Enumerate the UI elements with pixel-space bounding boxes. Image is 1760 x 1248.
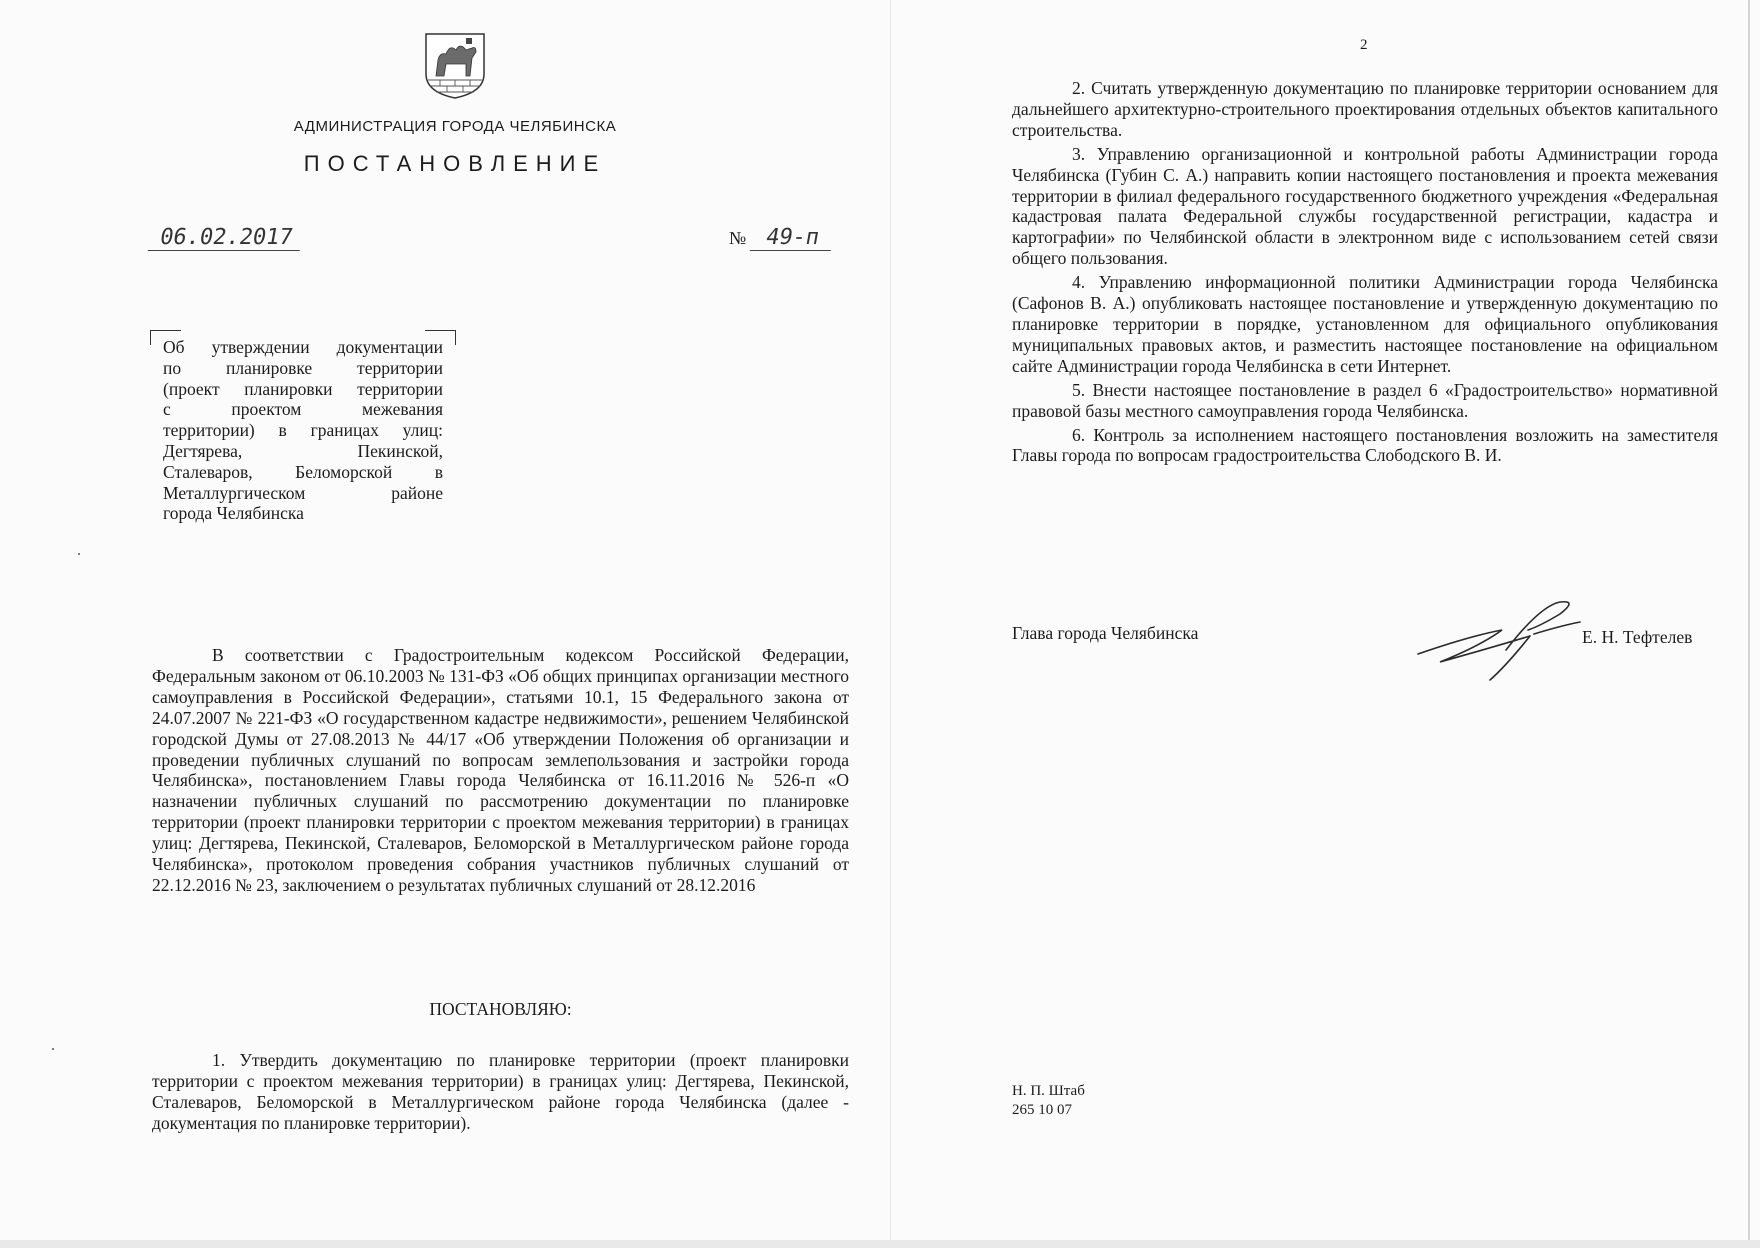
subject-line: города Челябинска: [163, 503, 304, 524]
resolution-item-6: 6. Контроль за исполнением настоящего постановления возложить на заместителя Главы города по вопросам градостроительства Слободского В. И.: [1012, 424, 1718, 466]
page-number: 2: [1360, 37, 1368, 53]
subject-line: по планировке территории: [163, 357, 443, 378]
legal-basis-paragraph: В соответствии с Градостроительным кодексом Российской Федерации, Федеральным законом от 06.10.2003 № 131-ФЗ «Об общих принципах организации местного самоуправления в Российской Федерации», статьями 10.1, 15 Федерального закона от 24.07.2007 № 221-ФЗ «О государственном кадастре недвижимости», решением Челябинской городской Думы от 27.08.2013 № 44/17 «Об утверждении Положения об организации и проведении публичных слушаний по вопросам землепользования и застройки города Челябинска», постановлением Главы города Челябинска от 16.11.2016 № 526-п «О назначении публичных слушаний по рассмотрению документации по планировке территории (проект планировки территории с проектом межевания территории) в границах улиц: Дегтярева, Пекинской, Сталеваров, Беломорской в Металлургическом районе города Челябинска», протоколом проведения собрания участников публичных слушаний от 22.12.2016 № 23, заключением о результатах публичных слушаний от 28.12.2016: [152, 645, 849, 895]
subject-line: с проектом межевания: [163, 399, 443, 420]
subject-line: Дегтярева, Пекинской,: [163, 440, 443, 461]
number-label: №: [729, 228, 747, 248]
subject-line: (проект планировки территории: [163, 378, 443, 399]
executor-phone: 265 10 07: [1012, 1102, 1072, 1118]
subject-line: Металлургическом районе: [163, 482, 443, 503]
subject-line: Сталеваров, Беломорской в: [163, 461, 443, 482]
resolution-items: [1012, 78, 1718, 469]
document-date: 06.02.2017: [148, 225, 305, 251]
resolution-item-2: 2. Считать утвержденную документацию по планировке территории основанием для дальнейшего архитектурно-строительного проектирования отдельных объектов капитального строительства.: [1012, 78, 1718, 140]
executor-block: [1012, 1082, 1085, 1120]
scan-speck: [78, 553, 80, 555]
scan-speck: [52, 1048, 54, 1050]
administration-title: АДМИНИСТРАЦИЯ ГОРОДА ЧЕЛЯБИНСКА: [293, 118, 617, 135]
resolution-item-3: 3. Управлению организационной и контрольной работы Администрации города Челябинска (Губин С. А.) направить копии настоящего постановления и проекта межевания территории в филиал федерального государственного бюджетного учреждения «Федеральная кадастровая палата Федеральной службы государственной регистрации, кадастра и картографии» по Челябинской области в электронном виде с использованием сетей связи общего пользования.: [1012, 143, 1718, 269]
resolution-item-4: 4. Управлению информационной политики Администрации города Челябинска (Сафонов В. А.) опубликовать настоящее постановление и утвержденную документацию по планировке территории в порядке, установленном для официального опубликования муниципальных правовых актов, и разместить настоящее постановление на официальном сайте Администрации города Челябинска в сети Интернет.: [1012, 272, 1718, 376]
scan-bottom-edge: [0, 1240, 1760, 1248]
resolution-item-1: 1. Утвердить документацию по планировке территории (проект планировки территории с проектом межевания территории) в границах улиц: Дегтярева, Пекинской, Сталеваров, Беломорской в Металлургическом районе города Челябинска (далее - документация по планировке территории).: [152, 1050, 849, 1133]
resolution-item-5: 5. Внести настоящее постановление в раздел 6 «Градостроительство» нормативной правовой базы местного самоуправления города Челябинска.: [1012, 379, 1718, 421]
document-number: 49-п: [750, 225, 836, 251]
subject-block: [163, 337, 443, 524]
page-fold-divider: [890, 0, 891, 1248]
executor-name: Н. П. Штаб: [1012, 1083, 1085, 1099]
document-type-title: ПОСТАНОВЛЕНИЕ: [303, 151, 607, 176]
resolve-heading: ПОСТАНОВЛЯЮ:: [429, 999, 572, 1019]
signatory-name: Е. Н. Тефтелев: [1582, 627, 1693, 647]
subject-line: территории) в границах улиц:: [163, 420, 443, 441]
coat-of-arms-icon: [422, 30, 488, 100]
signatory-position: Глава города Челябинска: [1012, 623, 1199, 643]
document-number-field: [729, 225, 833, 251]
subject-line: Об утверждении документации: [163, 337, 443, 357]
scan-edge: [1748, 0, 1750, 1248]
